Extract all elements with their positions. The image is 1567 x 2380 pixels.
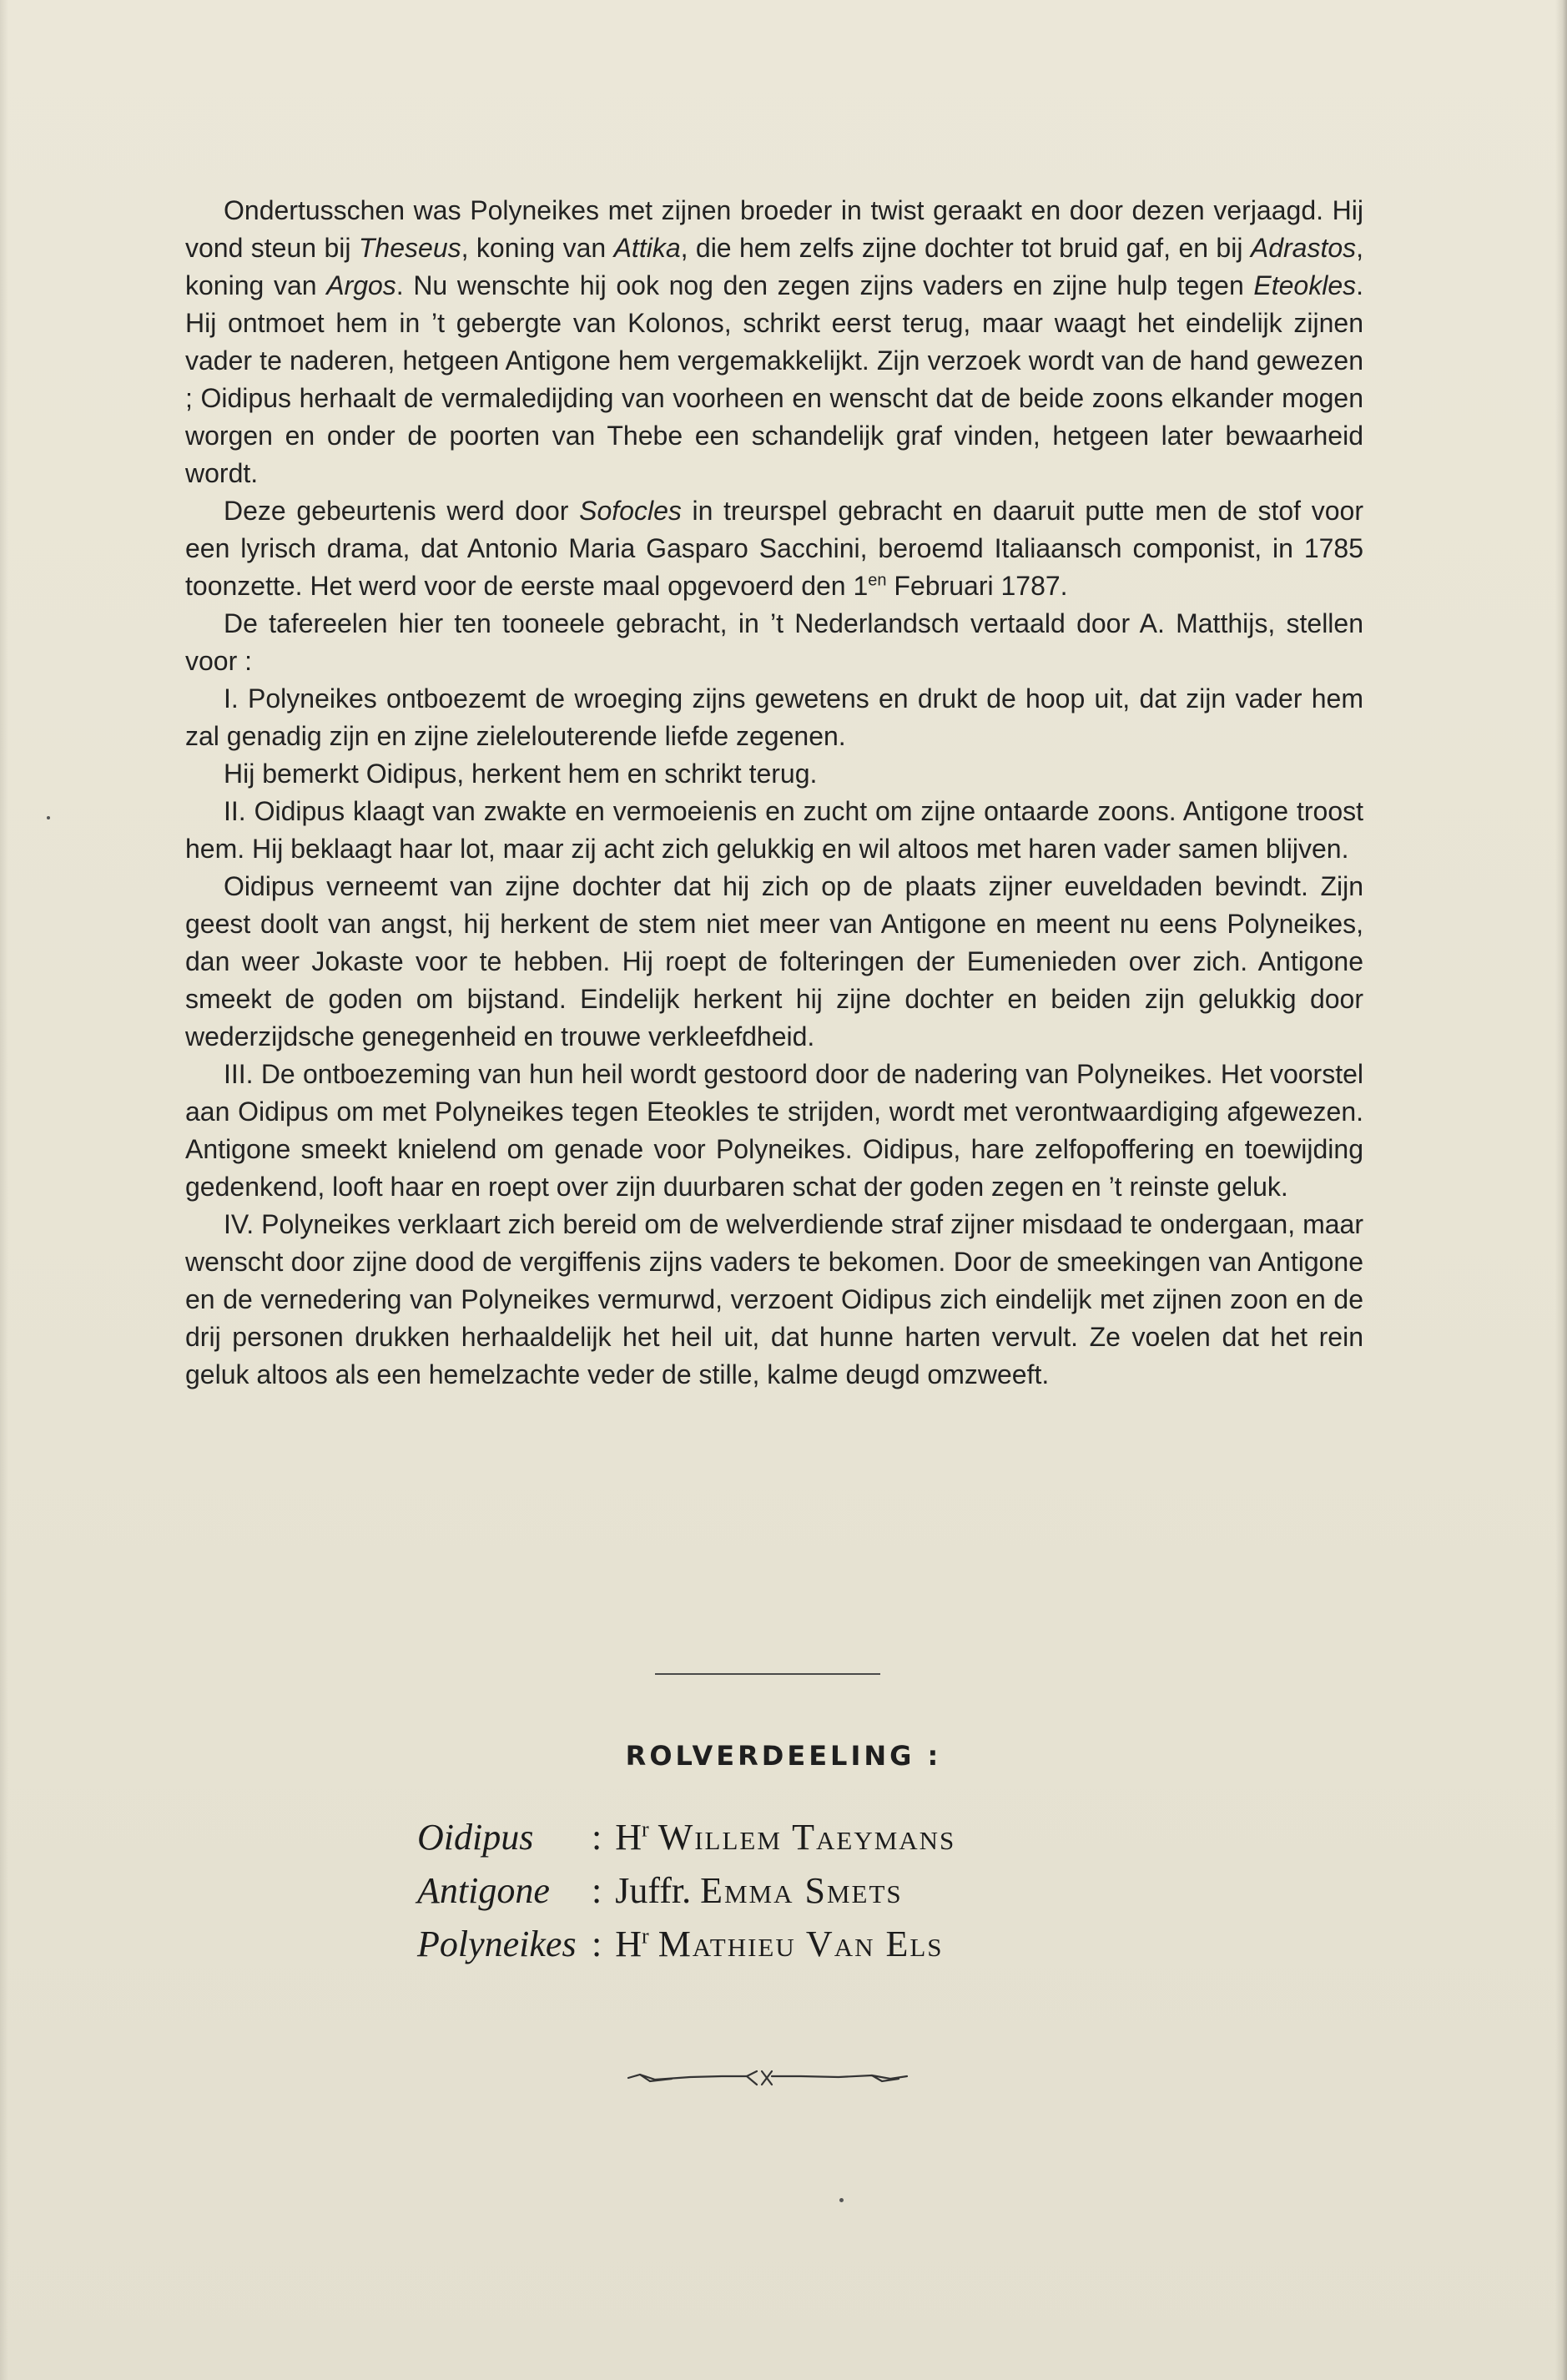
cast-title: H: [615, 1924, 642, 1964]
cast-actor-name: Emma Smets: [700, 1870, 903, 1911]
page-speck: [839, 2198, 844, 2202]
page-right-shadow: [1555, 0, 1567, 2380]
cast-title-sup: r: [642, 1817, 649, 1842]
paragraph: [185, 492, 1363, 605]
paragraph: [185, 868, 1363, 1056]
text-run: , koning van: [185, 233, 1364, 300]
text-run: in treurspel gebracht en daaruit putte men de stof voor een lyrisch drama, dat Antonio Maria Gasparo Sacchini, beroemd Italiaansch componist, in 1785 toonzette. Het werd voor de eerste maal opgevoerd den 1: [185, 496, 1364, 601]
paragraph: [185, 793, 1363, 868]
italic-name: Eteokles: [1253, 270, 1357, 300]
cast-colon: :: [592, 1817, 602, 1858]
section-divider: [655, 1673, 880, 1675]
text-run: Ondertusschen was Polyneikes met zijnen broeder in twist geraakt en door dezen verjaagd. Hij vond steun bij: [185, 195, 1363, 263]
cast-title: Juffr.: [615, 1870, 692, 1911]
synopsis-text: [185, 192, 1363, 1394]
text-run: . Nu wenschte hij ook nog den zegen zijns vaders en zijne hulp tegen: [396, 270, 1254, 300]
cast-title-sup: r: [642, 1924, 649, 1949]
cast-title: H: [615, 1817, 642, 1858]
italic-name: Attika: [613, 233, 681, 263]
paragraph: [185, 1056, 1363, 1206]
text-run: De tafereelen hier ten tooneele gebracht, in ’t Nederlandsch vertaald door A. Matthijs, stellen voor :: [185, 608, 1363, 676]
text-run: III. De ontboezeming van hun heil wordt gestoord door de nadering van Polyneikes. Het voorstel aan Oidipus om met Polyneikes tegen Eteokles te strijden, wordt met verontwaardiging afgewezen. Antigone smeekt knielend om genade voor Polyneikes. Oidipus, hare zelfopoffering en toewijding gedenkend, looft haar en roept over zijn duurbaren schat der goden zegen en ’t reinste geluk.: [185, 1059, 1363, 1202]
paragraph: [185, 755, 1363, 793]
cast-row: [417, 1864, 1168, 1918]
italic-name: Argos: [326, 270, 396, 300]
italic-name: Adrastos: [1250, 233, 1357, 263]
paragraph: [185, 605, 1363, 680]
paragraph: [185, 680, 1363, 755]
cast-role: Oidipus: [417, 1817, 534, 1858]
cast-actor-name: Willem Taeymans: [658, 1817, 956, 1858]
cast-actor: [615, 1864, 902, 1918]
text-run: Hij bemerkt Oidipus, herkent hem en schrikt terug.: [224, 759, 818, 789]
cast-row: [417, 1918, 1168, 1971]
italic-name: Sofocles: [579, 496, 682, 526]
cast-actor-name: Mathieu Van Els: [658, 1924, 944, 1964]
text-run: . Hij ontmoet hem in ’t gebergte van Kolonos, schrikt eerst terug, maar waagt het eindelijk zijnen vader te naderen, hetgeen Antigone hem vergemakkelijkt. Zijn verzoek wordt van de hand gewezen ; Oidipus herhaalt de vermaledijding van voorheen en wenscht dat de beide zoons elkander mogen worgen en onder de poorten van Thebe een schandelijk graf vinden, hetgeen later bewaarheid wordt.: [185, 270, 1364, 488]
page-left-shadow: [0, 0, 8, 2380]
closing-ornament: [622, 2061, 914, 2095]
text-run: IV. Polyneikes verklaart zich bereid om de welverdiende straf zijner misdaad te ondergaan, maar wenscht door zijne dood de vergiffenis zijns vaders te bekomen. Door de smeekingen van Antigone en de vernedering van Polyneikes vermurwd, verzoent Oidipus zich eindelijk met zijnen zoon en de drij personen drukken herhaaldelijk het heil uit, dat hunne harten vervult. Ze voelen dat het rein geluk altoos als een hemelzachte veder de stille, kalme deugd omzweeft.: [185, 1209, 1363, 1389]
cast-row: [417, 1811, 1168, 1864]
paragraph: [185, 1206, 1363, 1394]
text-run: II. Oidipus klaagt van zwakte en vermoeienis en zucht om zijne ontaarde zoons. Antigone troost hem. Hij beklaagt haar lot, maar zij acht zich gelukkig en wil altoos met haren vader samen blijven.: [185, 796, 1363, 864]
text-run: Oidipus verneemt van zijne dochter dat hij zich op de plaats zijner euveldaden bevindt. Zijn geest doolt van angst, hij herkent de stem niet meer van Antigone en meent nu eens Polyneikes, dan weer Jokaste voor te hebben. Hij roept de folteringen der Eumenieden over zich. Antigone smeekt de goden om bijstand. Eindelijk herkent hij zijne dochter en beiden zijn gelukkig door wederzijdsche genegenheid en trouwe verkleefdheid.: [185, 871, 1363, 1051]
cast-actor: [615, 1811, 955, 1864]
cast-role: Antigone: [417, 1870, 550, 1911]
text-run: I. Polyneikes ontboezemt de wroeging zijns gewetens en drukt de hoop uit, dat zijn vader hem zal genadig zijn en zijne zielelouterende liefde zegenen.: [185, 683, 1363, 751]
italic-name: Theseus: [358, 233, 461, 263]
text-run: Deze gebeurtenis werd door: [224, 496, 580, 526]
text-run: , koning van: [461, 233, 614, 263]
superscript: en: [868, 571, 887, 590]
text-run: Februari 1787.: [886, 571, 1068, 601]
rolverdeeling-heading: ROLVERDEELING :: [625, 1740, 942, 1772]
cast-list: [417, 1811, 1168, 1971]
cast-role: Polyneikes: [417, 1924, 577, 1964]
paragraph: [185, 192, 1363, 492]
cast-colon: :: [592, 1924, 602, 1964]
cast-actor: [615, 1918, 943, 1971]
text-run: , die hem zelfs zijne dochter tot bruid gaf, en bij: [680, 233, 1251, 263]
page-speck: [47, 816, 50, 819]
cast-colon: :: [592, 1870, 602, 1911]
